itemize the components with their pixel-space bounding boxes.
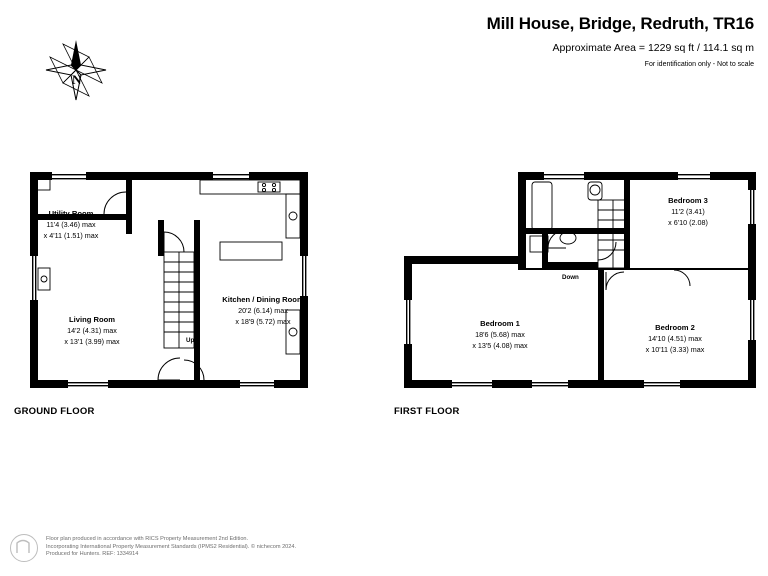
footer-line-2: Incorporating International Property Measurement Standards (IPMS2 Residential). © nichecom 2024. — [46, 543, 297, 550]
identification-note: For identification only - Not to scale — [644, 61, 754, 68]
room-label-utility-room: Utility Room 11'4 (3.46) max x 4'11 (1.51) max — [43, 209, 99, 240]
header — [487, 14, 754, 69]
stair-direction-up-label: Up — [186, 337, 195, 344]
compass-rose-icon — [42, 36, 110, 104]
approximate-area: Approximate Area = 1229 sq ft / 114.1 sq m — [552, 42, 754, 54]
footer-line-3: Produced for Hunters. REF: 1334914 — [46, 551, 139, 558]
footer — [10, 534, 430, 562]
room-label-bedroom-3: Bedroom 3 11'2 (3.41) x 6'10 (2.08) — [668, 196, 708, 227]
footer-text — [46, 534, 296, 559]
room-label-kitchen-dining-room: Kitchen / Dining Room 20'2 (6.14) max x 18'9 (5.72) max — [222, 295, 304, 326]
ground-floor-plan — [8, 160, 348, 400]
room-label-bedroom-1: Bedroom 1 18'6 (5.68) max x 13'5 (4.08) max — [472, 319, 528, 350]
room-label-living-room: Living Room 14'2 (4.31) max x 13'1 (3.99) max — [64, 315, 120, 346]
first-floor-label: FIRST FLOOR — [394, 406, 460, 417]
compass-north-letter: N — [72, 72, 82, 87]
page-title: Mill House, Bridge, Redruth, TR16 — [486, 14, 754, 33]
footer-line-1: Floor plan produced in accordance with RICS Property Measurement 2nd Edition. — [46, 536, 249, 542]
stair-direction-down-label: Down — [562, 274, 579, 281]
ground-floor-label: GROUND FLOOR — [14, 406, 95, 417]
nichecom-logo-icon — [10, 534, 38, 562]
room-label-bedroom-2: Bedroom 2 14'10 (4.51) max x 10'11 (3.33) max — [645, 323, 705, 354]
